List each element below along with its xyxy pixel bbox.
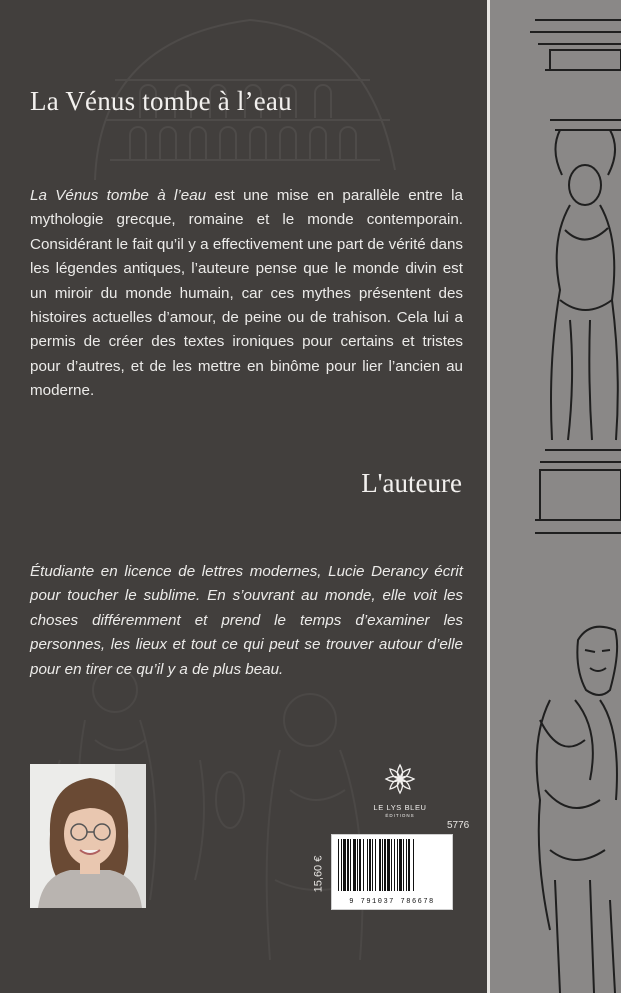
barcode-bar <box>359 839 361 891</box>
barcode-bars <box>332 835 452 895</box>
publisher-subtitle: ÉDITIONS <box>385 813 415 818</box>
spine-illustration <box>490 0 621 993</box>
book-title: La Vénus tombe à l’eau <box>30 86 292 116</box>
caryatid-illustration <box>490 0 621 993</box>
publisher-name: LE LYS BLEU <box>373 803 427 812</box>
lily-icon <box>383 762 417 796</box>
author-heading: L'auteure <box>361 468 462 498</box>
barcode-bar <box>387 839 390 891</box>
barcode-bar <box>384 839 386 891</box>
author-photo <box>30 764 146 908</box>
book-summary <box>30 184 463 404</box>
barcode-bar <box>397 839 398 891</box>
barcode-bar <box>403 839 404 891</box>
barcode-bar <box>406 839 407 891</box>
price-label: 15,60 € <box>312 855 325 893</box>
publisher-logo <box>360 762 440 818</box>
barcode-bar <box>353 839 356 891</box>
barcode-bar <box>350 839 351 891</box>
barcode-bar <box>379 839 381 891</box>
barcode <box>331 834 453 910</box>
barcode-bar <box>369 839 371 891</box>
barcode-bar <box>338 839 339 891</box>
barcode-bar <box>399 839 402 891</box>
barcode-bar <box>363 839 364 891</box>
barcode-bar <box>341 839 342 891</box>
barcode-bar <box>357 839 358 891</box>
isbn-number: 9 791037 786678 <box>349 898 435 906</box>
barcode-bar <box>372 839 373 891</box>
barcode-bar <box>382 839 383 891</box>
barcode-bar <box>347 839 349 891</box>
author-bio: Étudiante en licence de lettres modernes, Lucie Derancy écrit pour toucher le sublime. En s’ouvrant au monde, elle voit les choses différemment et prend le temps d’examiner les personnes, les lieux et tout ce qui peut se trouver autour d’elle pour en tirer ce qu’il y a de plus beau. <box>30 563 463 678</box>
barcode-bar <box>394 839 395 891</box>
summary-text: est une mise en parallèle entre la mythologie grecque, romaine et le monde contemporain. Considérant le fait qu’il y a effectivement une part de vérité dans les légendes antiques, l’auteure pense que le monde divin est un miroir du monde humain, car ces mythes présentent des histoires actuelles d’amour, de peine ou de trahison. Cela lui a permis de créer des textes ironiques pour certains et tristes pour d’autres, et de les mettre en binôme pour lier l’ancien au moderne. <box>30 187 463 400</box>
summary-title: La Vénus tombe à l’eau <box>30 187 207 204</box>
barcode-bar <box>413 839 414 891</box>
publisher-code: 5776 <box>447 820 470 831</box>
barcode-bar <box>375 839 376 891</box>
barcode-bar <box>343 839 346 891</box>
barcode-bar <box>408 839 410 891</box>
barcode-bar <box>367 839 368 891</box>
barcode-bar <box>391 839 392 891</box>
